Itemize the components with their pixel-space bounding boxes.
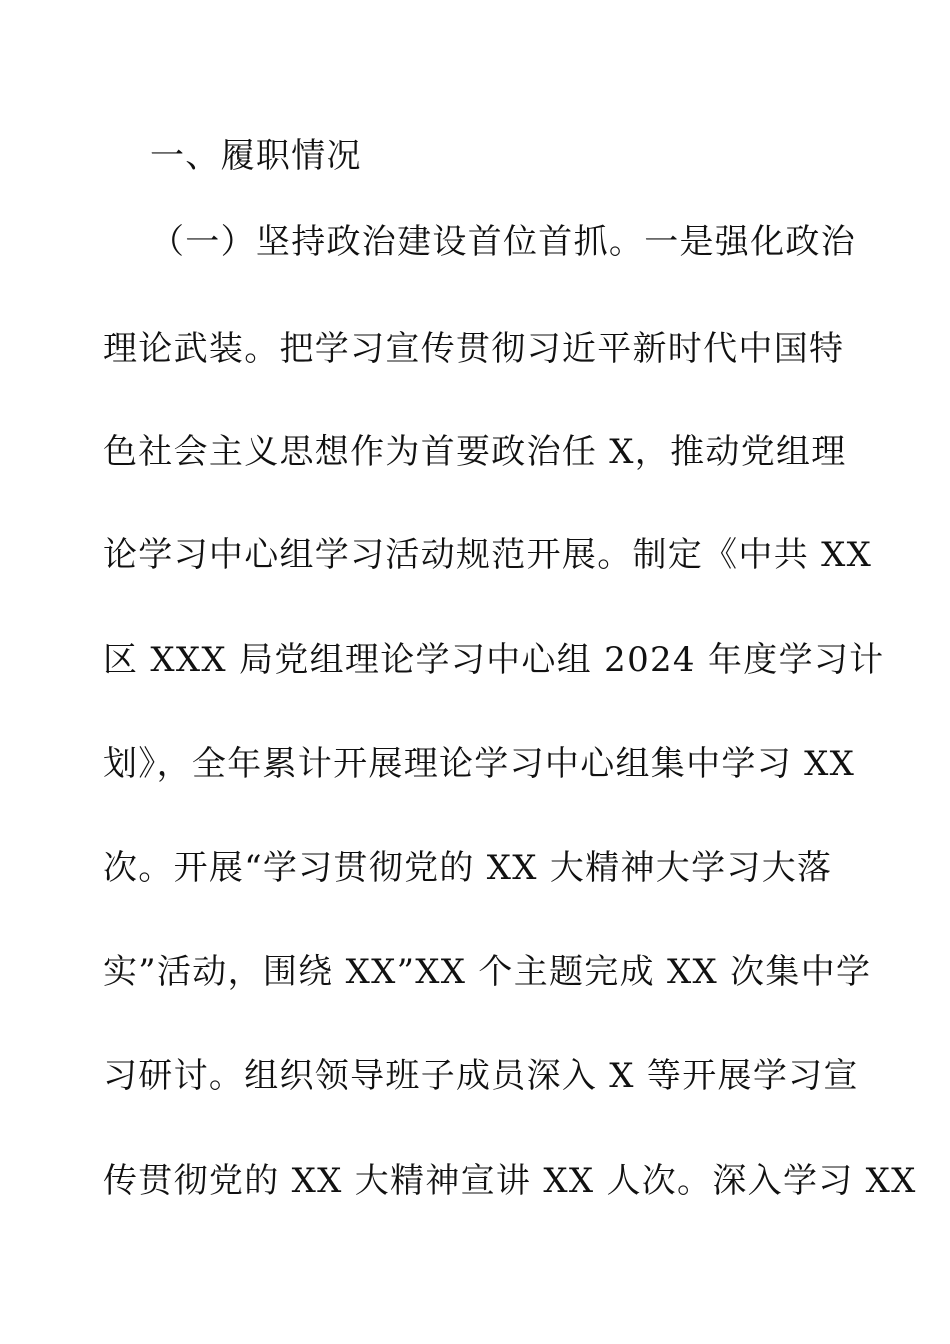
paragraph-line-10: 传贯彻党的 XX 大精神宣讲 XX 人次。深入学习 XX — [103, 1161, 917, 1201]
paragraph-line-8: 实”活动，围绕 XX”XX 个主题完成 XX 次集中学 — [103, 952, 872, 992]
paragraph-line-4: 论学习中心组学习活动规范开展。制定《中共 XX — [103, 535, 873, 575]
paragraph-line-2: 理论武装。把学习宣传贯彻习近平新时代中国特 — [103, 329, 845, 369]
section-heading: 一、履职情况 — [150, 136, 362, 176]
paragraph-line-6: 划》，全年累计开展理论学习中心组集中学习 XX — [103, 744, 856, 784]
paragraph-line-3: 色社会主义思想作为首要政治任 X，推动党组理 — [103, 432, 847, 472]
paragraph-line-9: 习研讨。组织领导班子成员深入 X 等开展学习宣 — [103, 1056, 859, 1096]
paragraph-line-1: （一）坚持政治建设首位首抓。一是强化政治 — [150, 222, 856, 262]
paragraph-line-7: 次。开展“学习贯彻党的 XX 大精神大学习大落 — [103, 848, 833, 888]
paragraph-line-5: 区 XXX 局党组理论学习中心组 2024 年度学习计 — [103, 640, 885, 680]
